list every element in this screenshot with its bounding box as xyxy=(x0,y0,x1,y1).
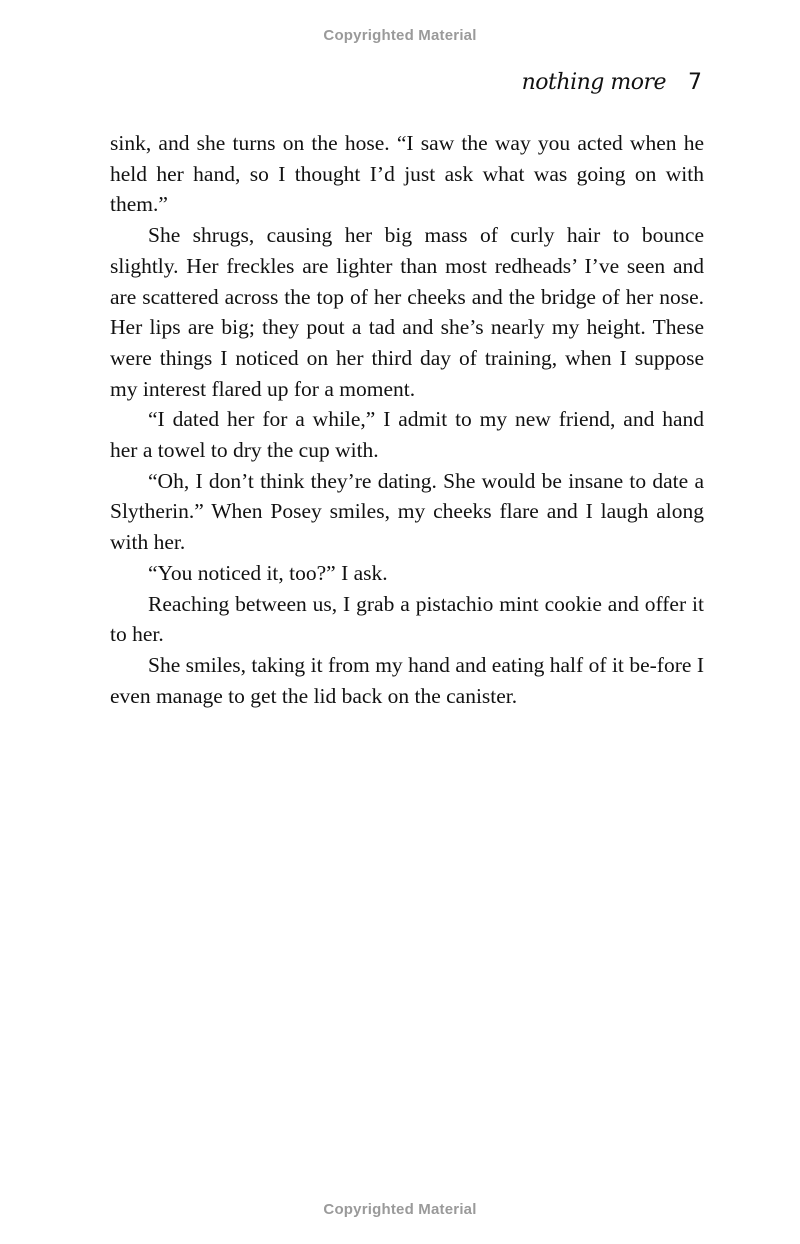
paragraph: Reaching between us, I grab a pistachio mint cookie and offer it to her. xyxy=(110,591,704,647)
paragraph: She smiles, taking it from my hand and eating half of it be-fore I even manage to get the lid back on the canister. xyxy=(110,652,704,708)
paragraph: She shrugs, causing her big mass of curly hair to bounce slightly. Her freckles are lighter than most redheads’ I’ve seen and are scattered across the top of her cheeks and the bridge of her nose. Her lips are big; they pout a tad and she’s nearly my height. These were things I noticed on her third day of training, when I suppose my interest flared up for a moment. xyxy=(110,223,704,401)
running-header xyxy=(522,70,702,95)
running-title: nothing more xyxy=(521,70,666,95)
paragraph: “I dated her for a while,” I admit to my new friend, and hand her a towel to dry the cup with. xyxy=(110,407,704,463)
body-text xyxy=(110,128,704,711)
watermark-bottom: Copyrighted Material xyxy=(323,1201,477,1218)
paragraph: sink, and she turns on the hose. “I saw the way you acted when he held her hand, so I thought I’d just ask what was going on with them.” xyxy=(110,131,704,217)
paragraph: “Oh, I don’t think they’re dating. She would be insane to date a Slytherin.” When Posey smiles, my cheeks flare and I laugh along with her. xyxy=(110,468,704,555)
watermark-top: Copyrighted Material xyxy=(323,27,477,44)
paragraph: “You noticed it, too?” I ask. xyxy=(148,560,388,585)
page-number: 7 xyxy=(688,70,702,95)
